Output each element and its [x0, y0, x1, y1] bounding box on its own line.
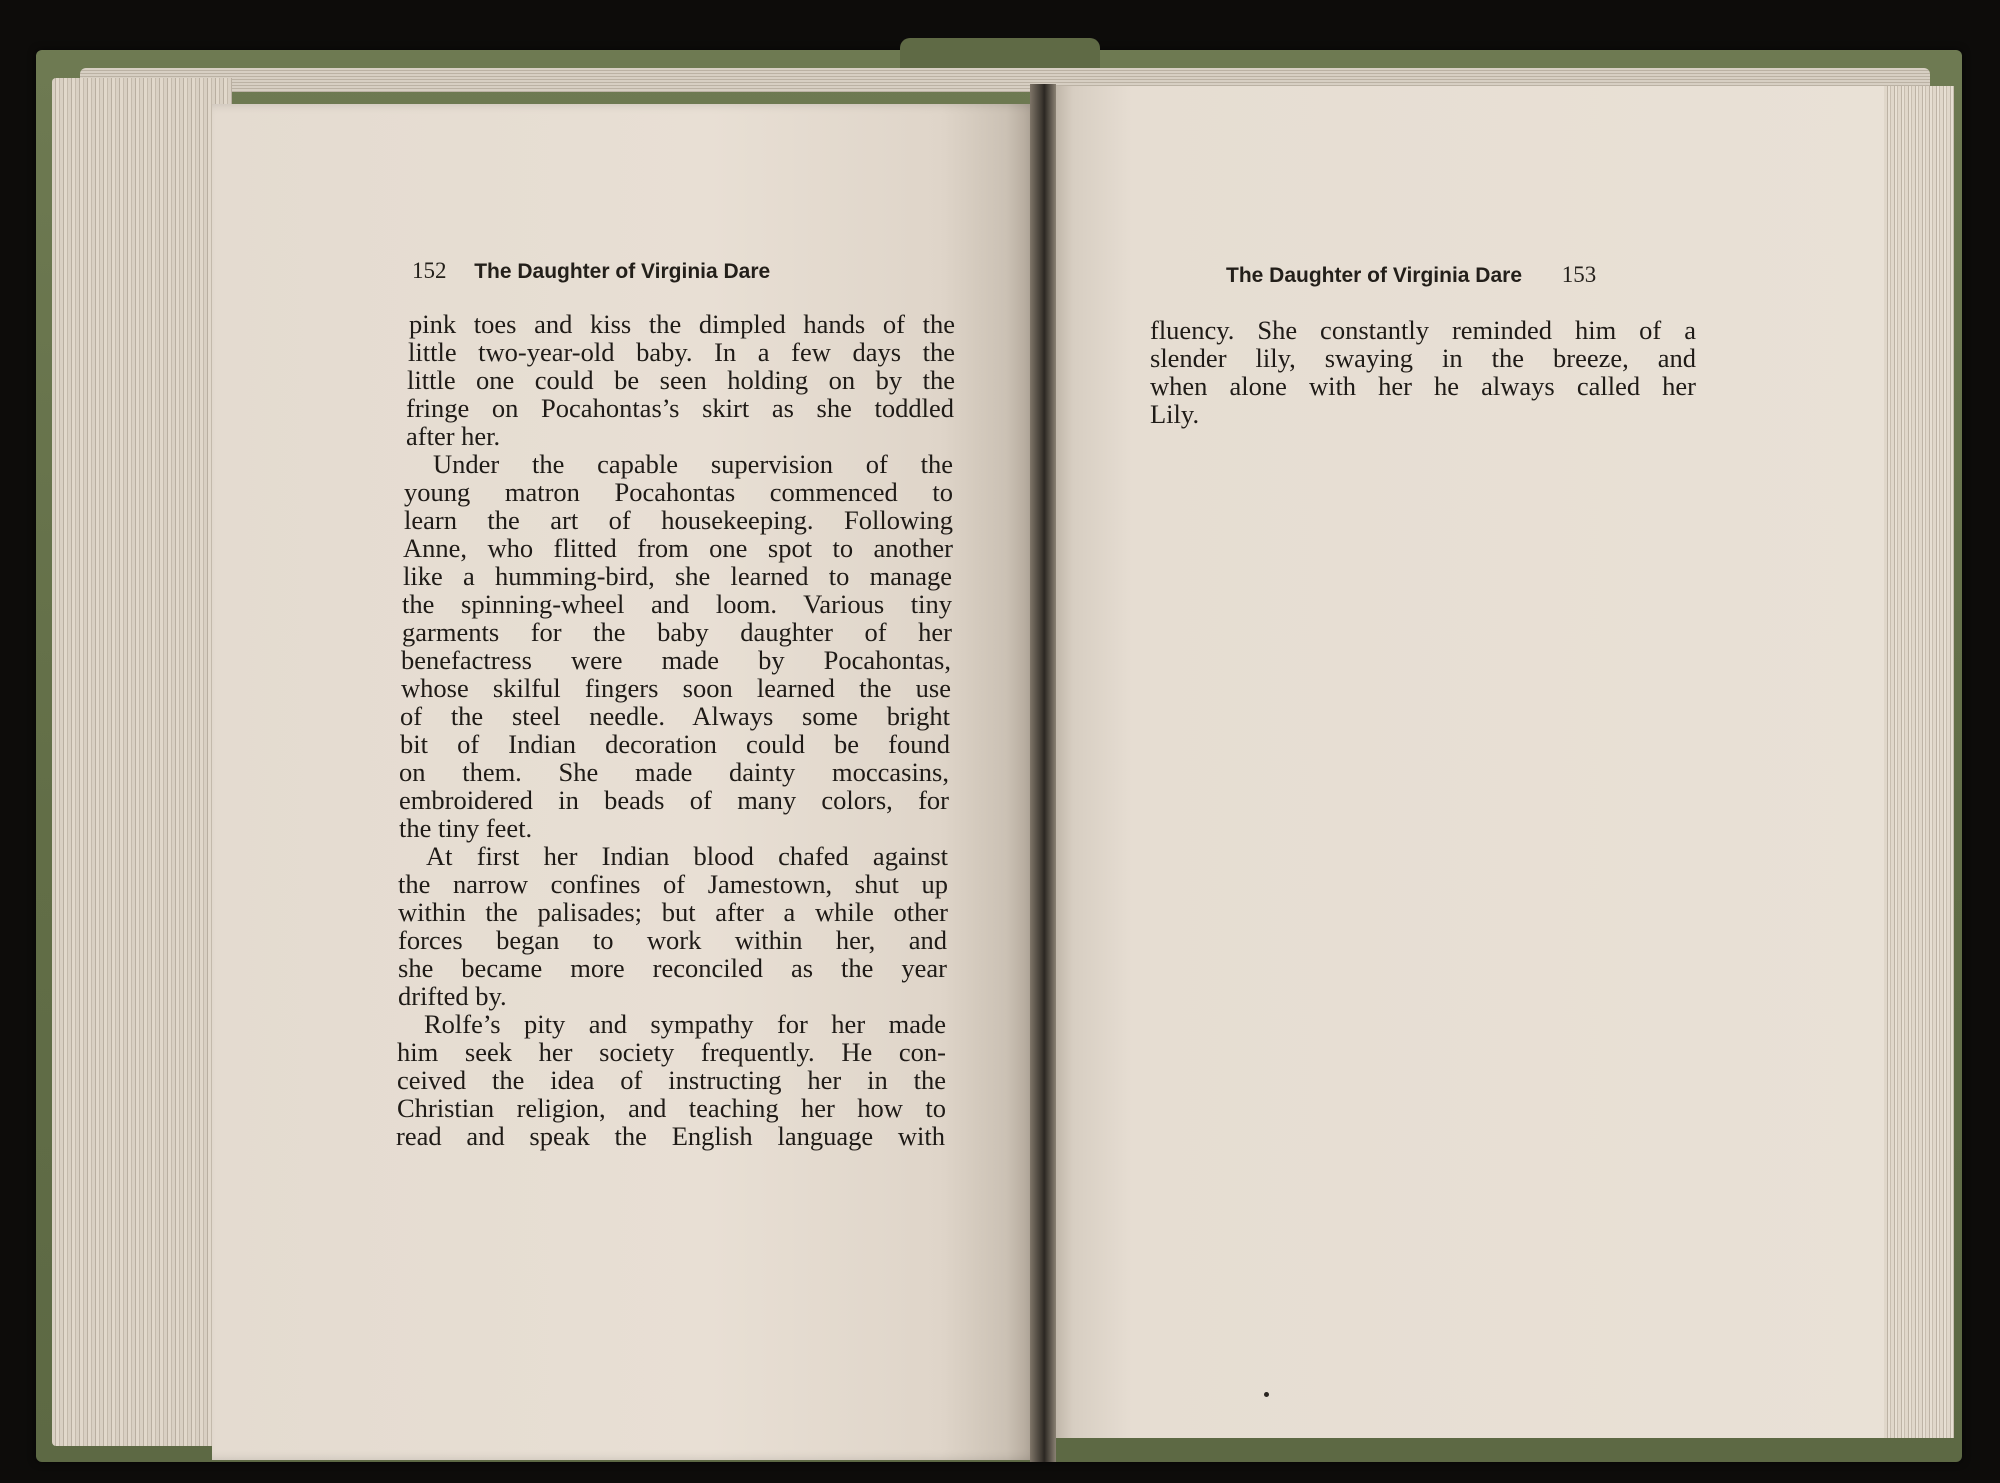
- text-line: little two-year-old baby. In a few days the: [408, 337, 955, 367]
- text-line: the spinning-wheel and loom. Various tiny: [402, 589, 952, 619]
- text-line: of the steel needle. Always some bright: [400, 701, 950, 731]
- ink-speck: [1264, 1392, 1269, 1397]
- text-line: slender lily, swaying in the breeze, and: [1150, 343, 1696, 373]
- text-line: learn the art of housekeeping. Following: [404, 505, 953, 535]
- right-page-number: 153: [1561, 262, 1597, 287]
- text-line: Under the capable supervision of the: [433, 449, 953, 479]
- text-line: like a humming-bird, she learned to manage: [403, 561, 952, 591]
- text-line: garments for the baby daughter of her: [402, 617, 952, 647]
- text-line: forces began to work within her, and: [398, 925, 947, 955]
- text-line: she became more reconciled as the year: [398, 953, 947, 983]
- text-line: bit of Indian decoration could be found: [400, 729, 950, 759]
- left-running-head: [412, 258, 770, 284]
- text-line: when alone with her he always called her: [1150, 371, 1696, 401]
- right-page: [1048, 86, 1888, 1438]
- text-line: At first her Indian blood chafed against: [426, 841, 948, 871]
- text-line: read and speak the English language with: [396, 1121, 945, 1151]
- text-line: Christian religion, and teaching her how to: [397, 1093, 946, 1123]
- right-running-head: [1226, 262, 1596, 288]
- text-line: Rolfe’s pity and sympathy for her made: [424, 1009, 946, 1039]
- text-line: young matron Pocahontas commenced to: [404, 477, 953, 507]
- book-gutter: [1030, 84, 1056, 1462]
- text-line: the tiny feet.: [399, 813, 533, 843]
- text-line: on them. She made dainty moccasins,: [399, 757, 949, 787]
- text-line: embroidered in beads of many colors, for: [399, 785, 949, 815]
- left-page-number: 152: [412, 258, 447, 283]
- text-line: drifted by.: [398, 981, 507, 1011]
- left-running-title: The Daughter of Virginia Dare: [474, 260, 771, 283]
- text-line: him seek her society frequently. He con-: [397, 1037, 946, 1067]
- text-line: the narrow confines of Jamestown, shut up: [398, 869, 948, 899]
- text-line: after her.: [406, 421, 501, 451]
- text-line: whose skilful fingers soon learned the use: [401, 673, 951, 703]
- right-page-edges: [1884, 86, 1954, 1438]
- text-line: within the palisades; but after a while other: [398, 897, 948, 927]
- text-line: little one could be seen holding on by the: [407, 365, 955, 395]
- text-line: fringe on Pocahontas’s skirt as she toddled: [406, 393, 954, 423]
- text-line: benefactress were made by Pocahontas,: [401, 645, 951, 675]
- text-line: Lily.: [1150, 399, 1200, 429]
- text-line: Anne, who flitted from one spot to another: [403, 533, 953, 563]
- text-line: ceived the idea of instructing her in the: [397, 1065, 946, 1095]
- text-line: pink toes and kiss the dimpled hands of the: [409, 309, 955, 339]
- text-line: fluency. She constantly reminded him of a: [1150, 315, 1696, 345]
- left-page-edges: [52, 78, 232, 1446]
- right-running-title: The Daughter of Virginia Dare: [1226, 264, 1522, 287]
